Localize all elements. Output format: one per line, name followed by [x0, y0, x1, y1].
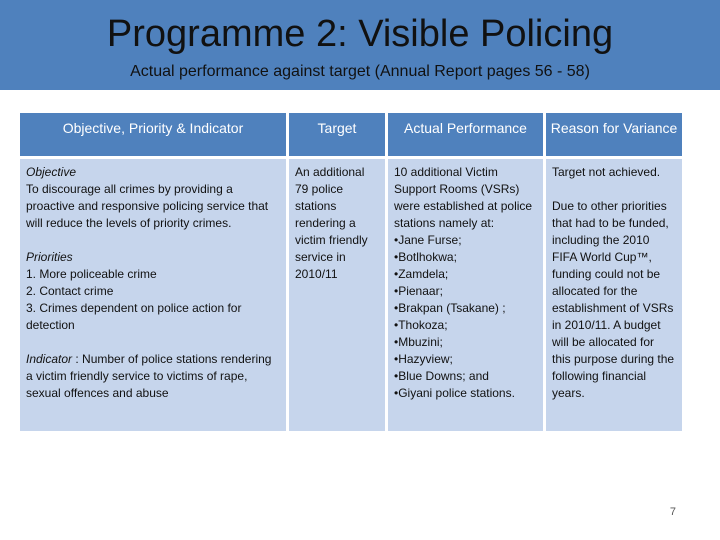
- priorities-block: [26, 249, 280, 334]
- objective-text: To discourage all crimes by providing a proactive and responsive policing service that will reduce the levels of priority crimes.: [26, 182, 269, 230]
- target-cell: [289, 159, 385, 431]
- reason-cell: [546, 159, 682, 431]
- station-item: •Giyani police stations.: [394, 386, 515, 400]
- reason-line-2: Due to other priorities that had to be funded, including the 2010 FIFA World Cup™, funding could not be allocated for the establishment of VSRs in 2010/11. A budget will be allocated for this purpose during the following financial years.: [552, 199, 675, 400]
- station-item: •Blue Downs; and: [394, 369, 489, 383]
- objective-label: Objective: [26, 165, 77, 179]
- station-item: •Zamdela;: [394, 267, 449, 281]
- performance-table: [17, 113, 685, 431]
- table-header-row: [20, 113, 682, 159]
- actual-intro: 10 additional Victim Support Rooms (VSRs) were established at police stations namely at:: [394, 165, 533, 230]
- reason-line-1: Target not achieved.: [552, 165, 661, 179]
- indicator-block: [26, 351, 280, 402]
- station-item: •Botlhokwa;: [394, 250, 457, 264]
- slide-subtitle: Actual performance against target (Annual Report pages 56 - 58): [130, 63, 590, 80]
- station-item: •Brakpan (Tsakane) ;: [394, 301, 506, 315]
- station-item: •Thokoza;: [394, 318, 448, 332]
- target-text: An additional 79 police stations rendering a victim friendly service in 2010/11: [295, 165, 368, 281]
- actual-performance-cell: [388, 159, 543, 431]
- header-actual-performance: Actual Performance: [388, 113, 543, 159]
- indicator-text: : Number of police stations rendering a victim friendly service to victims of rape, sexual offences and abuse: [26, 352, 272, 400]
- header-reason-for-variance: Reason for Variance: [546, 113, 682, 159]
- priority-item: 2. Contact crime: [26, 284, 114, 298]
- station-item: •Mbuzini;: [394, 335, 443, 349]
- indicator-label: Indicator: [26, 352, 73, 366]
- objective-block: [26, 164, 280, 232]
- slide-title: Programme 2: Visible Policing: [106, 13, 614, 55]
- priority-item: 3. Crimes dependent on police action for detection: [26, 301, 242, 332]
- header-target: Target: [289, 113, 385, 159]
- page-number: 7: [669, 506, 676, 518]
- station-item: •Hazyview;: [394, 352, 453, 366]
- station-item: •Jane Furse;: [394, 233, 462, 247]
- priorities-label: Priorities: [26, 250, 73, 264]
- header-objective: Objective, Priority & Indicator: [20, 113, 286, 159]
- slide-header: [0, 0, 720, 90]
- table-row: [20, 159, 682, 431]
- objective-cell: [20, 159, 286, 431]
- station-item: •Pienaar;: [394, 284, 443, 298]
- priority-item: 1. More policeable crime: [26, 267, 157, 281]
